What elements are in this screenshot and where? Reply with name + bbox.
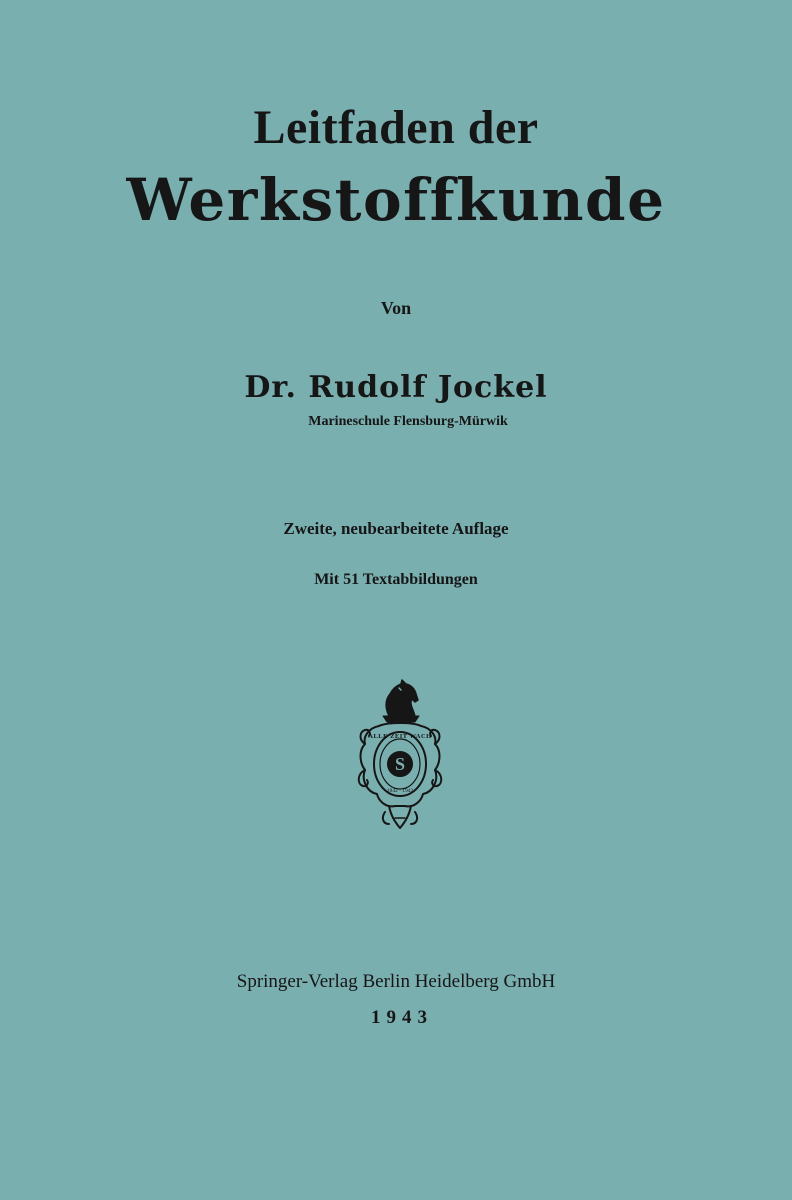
- logo-letter: S: [394, 754, 406, 774]
- title-line-1: Leitfaden der: [253, 101, 539, 154]
- by-label: Von: [380, 298, 412, 318]
- publication-year: 1943: [371, 1007, 433, 1028]
- figures-note: Mit 51 Textabbildungen: [314, 571, 478, 588]
- springer-horse-emblem-icon: [355, 678, 445, 834]
- logo-motto: ALLE ZEIT WACH: [368, 733, 432, 740]
- author-name: Dr. Rudolf Jockel: [244, 370, 548, 405]
- logo-founded: 1842 · 1942: [386, 788, 414, 794]
- author-affiliation: Marineschule Flensburg-Mürwik: [308, 414, 508, 429]
- title-line-2: Werkstoffkunde: [126, 166, 666, 234]
- publisher-name: Springer-Verlag Berlin Heidelberg GmbH: [236, 971, 556, 992]
- edition-note: Zweite, neubearbeitete Auflage: [283, 519, 509, 538]
